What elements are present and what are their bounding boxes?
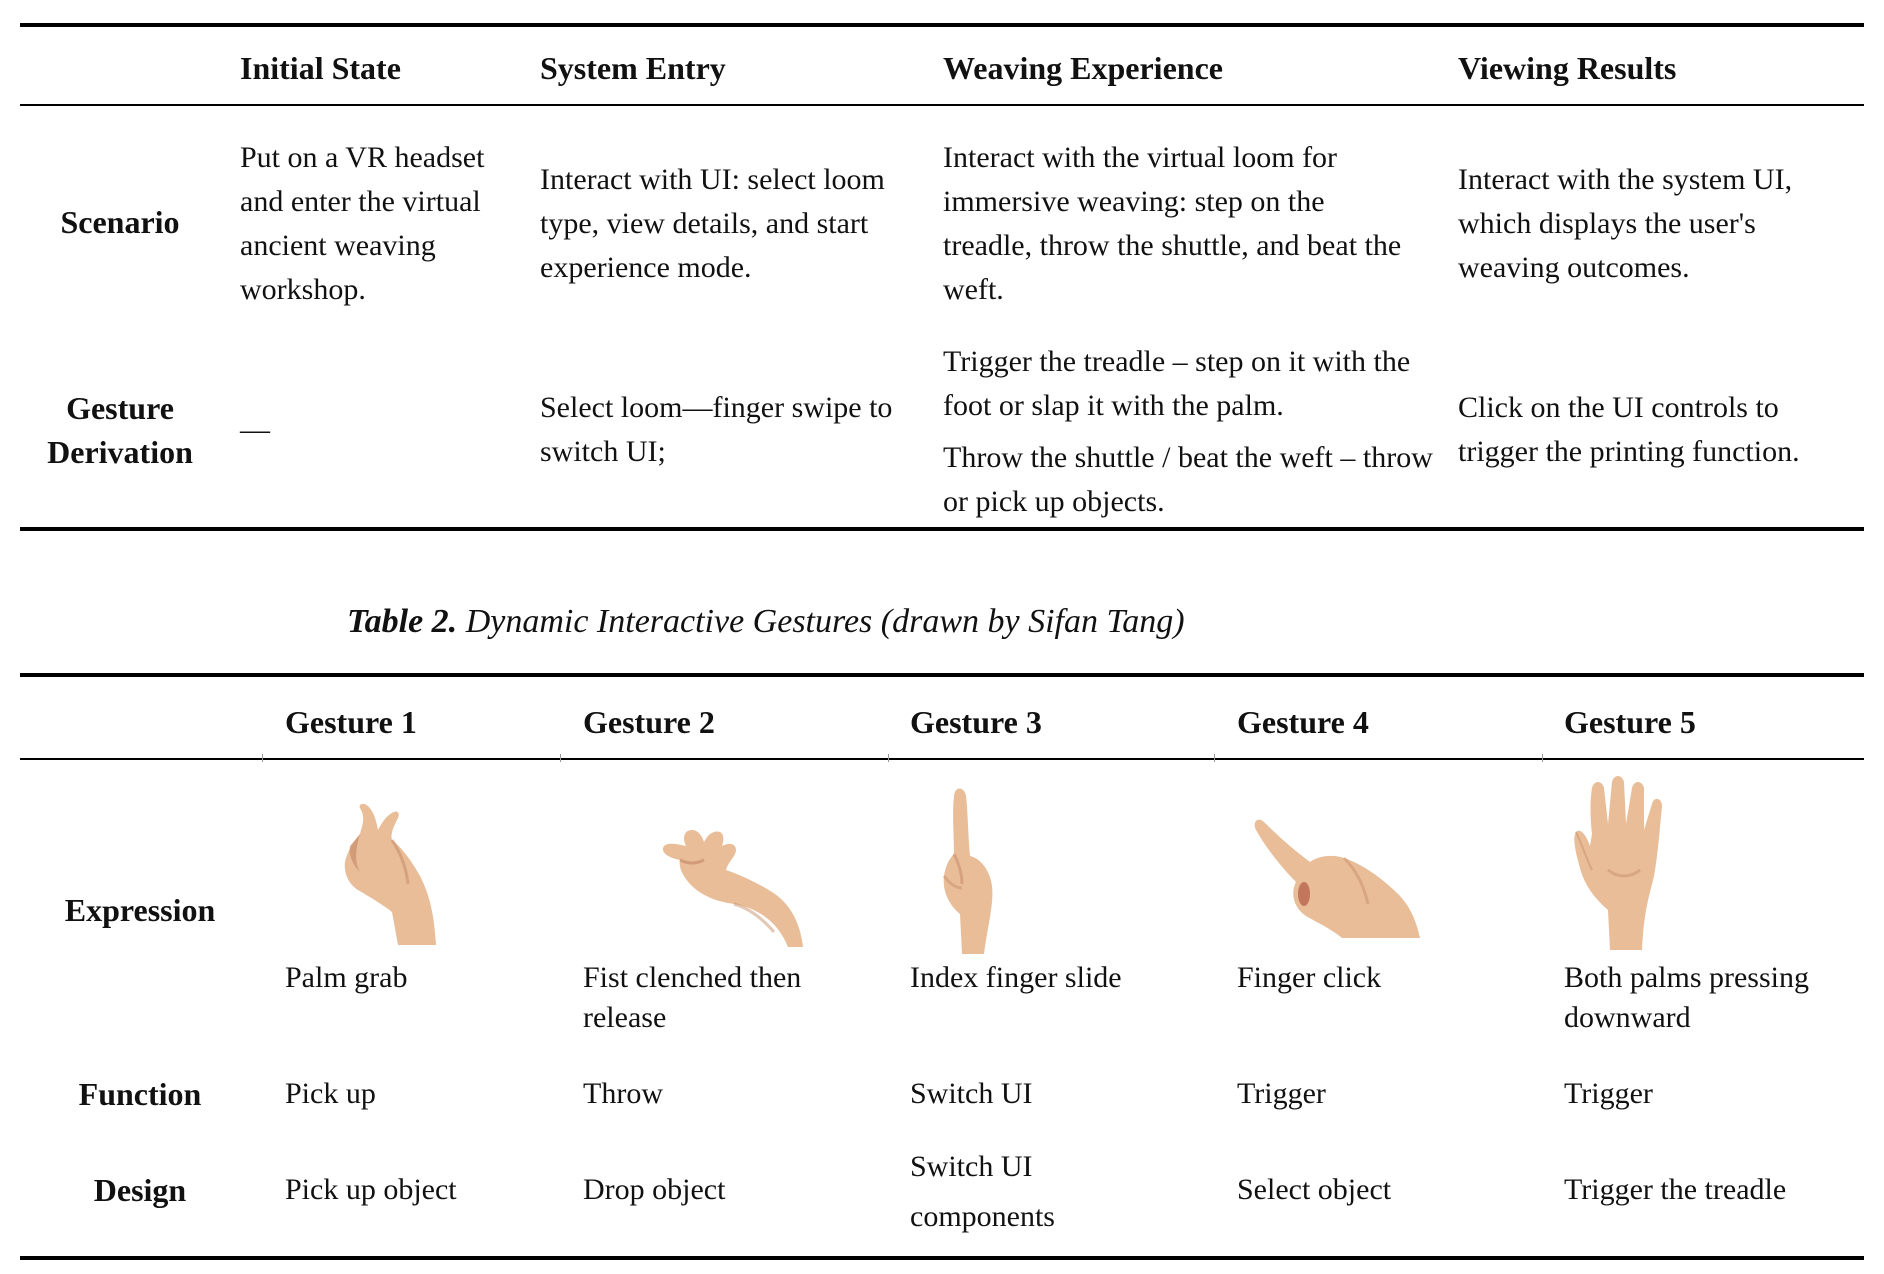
gesture-5-design: Trigger the treadle [1564,1173,1787,1206]
table2-header-gesture-3: Gesture 3 [910,704,1042,740]
table2-header-gesture-1: Gesture 1 [285,704,417,740]
gesture-2-design: Drop object [583,1173,726,1206]
table2-row-label-function: Function [78,1076,202,1112]
gesture-4-function: Trigger [1237,1077,1326,1110]
caption-label: Table 2. [347,603,458,640]
table1-scenario-system-entry: Interact with UI: select loom type, view details, and start experience mode. [540,163,885,284]
derivation-treadle-text: Trigger the treadle – step on it with the foot or slap it with the palm. [943,345,1411,422]
table1-derivation-viewing-results: Click on the UI controls to trigger the printing function. [1458,391,1800,468]
table1-bottom-rule [20,527,1864,531]
table1-scenario-weaving-experience: Interact with the virtual loom for immersive weaving: step on the treadle, throw the shuttle, and beat the weft. [943,141,1402,306]
table2-header-gesture-4: Gesture 4 [1237,704,1369,740]
gesture-derivation-line1: Gesture [66,390,174,426]
table2-header-rule [20,758,1864,760]
table2-bottom-rule [20,1256,1864,1260]
table1-row-label-scenario: Scenario [60,204,180,240]
table1-header-system-entry: System Entry [540,50,726,86]
table1-scenario-viewing-results: Interact with the system UI, which displays the user's weaving outcomes. [1458,163,1793,284]
table2-top-rule [20,673,1864,677]
table2-row-label-expression: Expression [64,892,216,928]
column-tick [1214,754,1215,762]
gesture-5-expression-text: Both palms pressing downward [1564,961,1809,1034]
finger-click-hand-icon [1252,798,1420,938]
table1-header-weaving-experience: Weaving Experience [943,50,1223,86]
table2-header-gesture-5: Gesture 5 [1564,704,1696,740]
table1-scenario-initial-state: Put on a VR headset and enter the virtual ancient weaving workshop. [240,141,485,306]
gesture-2-expression-text: Fist clenched then release [583,961,802,1034]
table1-header-initial-state: Initial State [240,50,401,86]
table1-derivation-weaving-experience [943,340,1433,524]
table1-derivation-system-entry: Select loom—finger swipe to switch UI; [540,391,893,468]
table1-header-viewing-results: Viewing Results [1458,50,1677,86]
palm-press-hand-icon [1568,774,1688,950]
table1-row-label-gesture-derivation [20,386,220,474]
gesture-4-expression-text: Finger click [1237,961,1382,994]
table2-row-label-design: Design [93,1172,187,1208]
gesture-3-expression-text: Index finger slide [910,961,1122,994]
column-tick [560,754,561,762]
gesture-1-function: Pick up [285,1077,376,1110]
index-finger-hand-icon [932,784,1002,954]
gesture-1-design: Pick up object [285,1173,457,1206]
table1-derivation-initial-state: — [240,413,270,446]
column-tick [1542,754,1543,762]
table1-header-rule [20,104,1864,106]
gesture-1-expression-text: Palm grab [285,961,408,994]
palm-grab-hand-icon [320,800,440,945]
column-tick [262,754,263,762]
table1-top-rule [20,23,1864,27]
gesture-2-function: Throw [583,1077,663,1110]
caption-text: Dynamic Interactive Gestures (drawn by Sifan Tang) [465,603,1185,640]
column-tick [888,754,889,762]
gesture-4-design: Select object [1237,1173,1392,1206]
gesture-3-function: Switch UI [910,1077,1033,1110]
gesture-derivation-line2: Derivation [47,434,193,470]
fist-release-hand-icon [638,812,808,947]
gesture-3-design: Switch UI components [910,1150,1055,1233]
gesture-5-function: Trigger [1564,1077,1653,1110]
table2-header-gesture-2: Gesture 2 [583,704,715,740]
derivation-shuttle-text: Throw the shuttle / beat the weft – throw or pick up objects. [943,441,1433,518]
